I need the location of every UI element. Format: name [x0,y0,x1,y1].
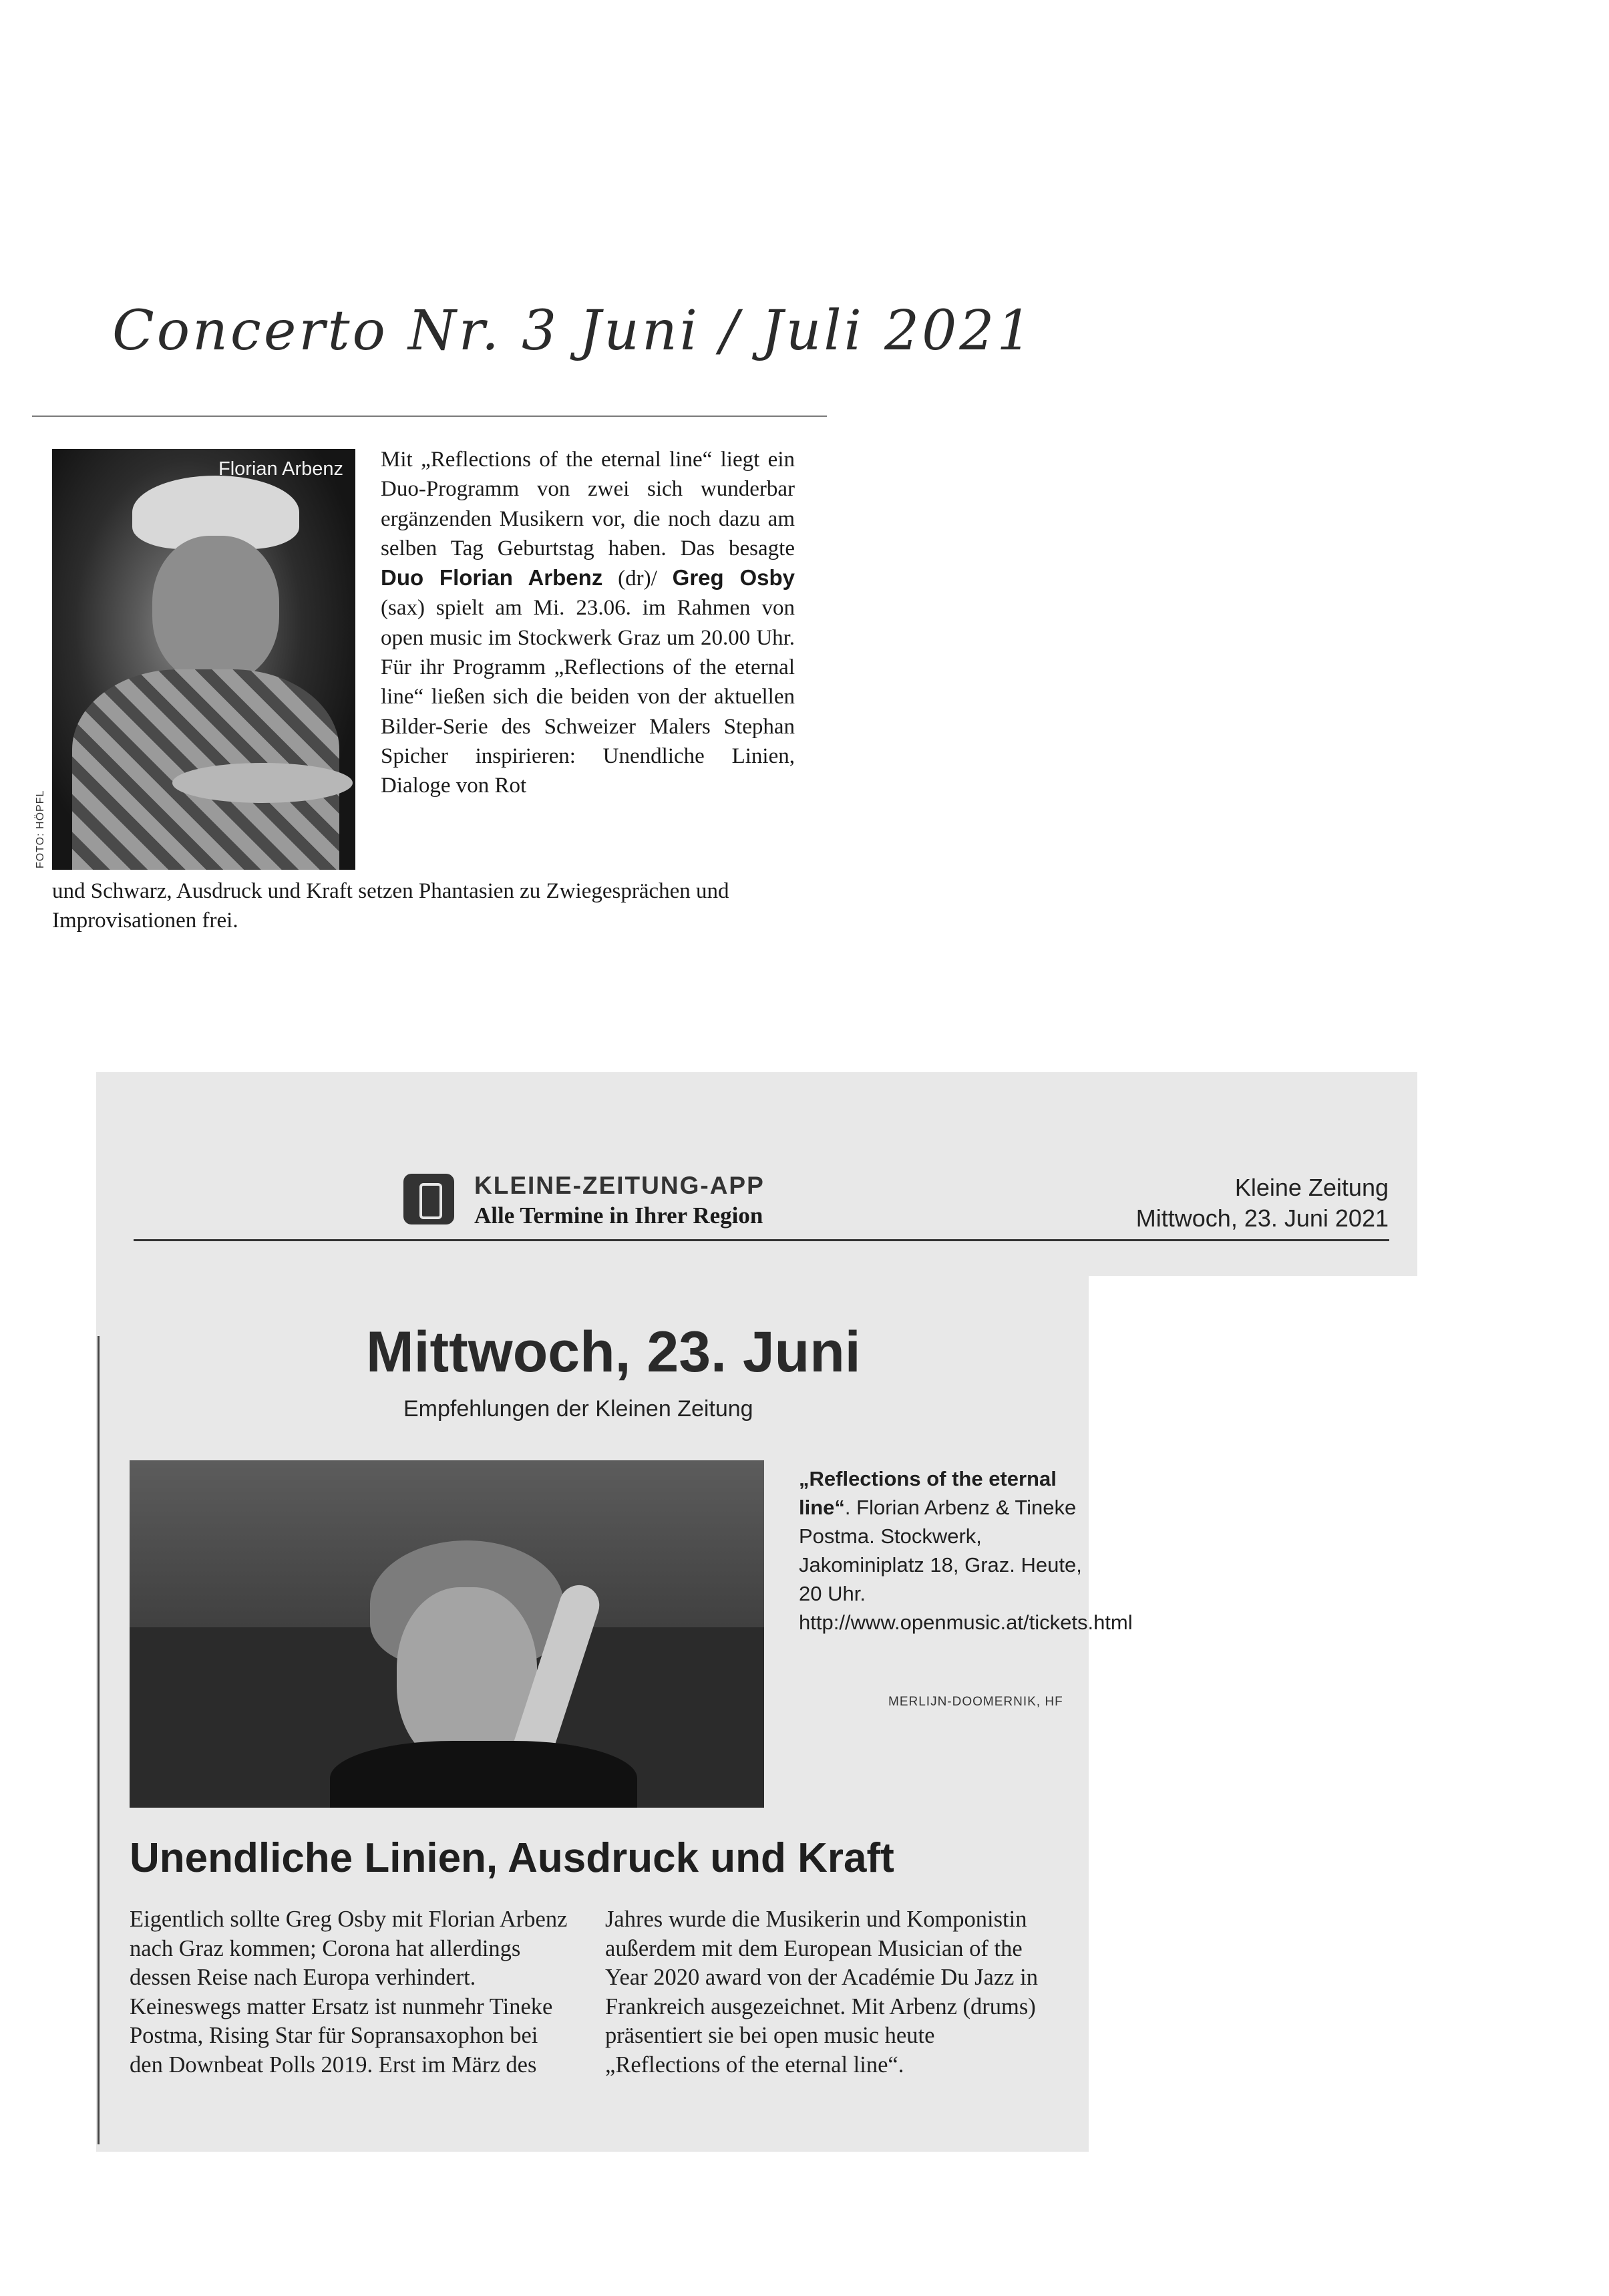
day-heading: Mittwoch, 23. Juni [366,1320,861,1384]
recommendation [799,1464,1133,1637]
duo-name: Duo Florian Arbenz [381,565,603,591]
photo-credit-2: MERLIJN-DOOMERNIK, HF [888,1695,1063,1709]
concerto-article-text: Mit „Reflections of the eternal line“ liegt ein Duo-Programm von zwei sich wunderbar ergänzenden Musikern vor, die noch dazu am selben Tag Geburtstag haben. Das besagte Duo Florian Arbenz (dr)/ Greg Osby (sax) spielt am Mi. 23.06. im Rahmen von open music im Stockwerk Graz um 20.00 Uhr. Für ihr Programm „Reflections of the eternal line“ ließen sich die beiden von der aktuellen Bilder-Serie des Schweizer Malers Stephan Spicher inspirieren: Unendliche Linien, Dialoge von Rot [381,448,795,798]
article-headline: Unendliche Linien, Ausdruck und Kraft [130,1835,894,1881]
greg-osby-name: Greg Osby [672,565,795,591]
day-subheading: Empfehlungen der Kleinen Zeitung [403,1396,753,1422]
phone-icon [403,1174,454,1224]
app-subtitle: Alle Termine in Ihrer Region [474,1202,763,1228]
tineke-postma-photo [130,1460,764,1808]
newspaper-date: Mittwoch, 23. Juni 2021 [1135,1204,1389,1232]
recommendation-text: . Florian Arbenz & Tineke Postma. Stockwerk, Jakominiplatz 18, Graz. Heute, 20 Uhr. http://www.openmusic.at/tickets.html [799,1496,1133,1634]
app-title: KLEINE-ZEITUNG-APP [474,1172,765,1199]
newspaper-name: Kleine Zeitung [1234,1174,1389,1201]
photo-label: Florian Arbenz [218,458,343,480]
recommendation-title: „Reflections of the eternal line“ [799,1467,1057,1519]
clip-top-rule [32,416,827,417]
column-rule [98,1336,100,2144]
concerto-article-tail: und Schwarz, Ausdruck und Kraft setzen Phantasien zu Zwiegesprächen und Improvisationen frei. [52,879,729,933]
photo-credit: FOTO: HÖPFL [35,790,46,868]
handwritten-note: Concerto Nr. 3 Juni / Juli 2021 [112,299,1035,363]
florian-arbenz-photo [52,449,355,870]
article-column-left: Eigentlich sollte Greg Osby mit Florian Arbenz nach Graz kommen; Corona hat allerdings dessen Reise nach Europa verhindert. Keineswegs matter Ersatz ist nunmehr Tineke Postma, Rising Star für Sopransaxophon bei den Downbeat Polls 2019. Erst im März des [130,1907,568,2078]
header-rule [134,1239,1389,1241]
article-column-right: Jahres wurde die Musikerin und Komponistin außerdem mit dem European Musician of the Year 2020 award von der Académie Du Jazz in Frankreich ausgezeichnet. Mit Arbenz (drums) präsentiert sie bei open music heute „Reflections of the eternal line“. [605,1907,1038,2078]
